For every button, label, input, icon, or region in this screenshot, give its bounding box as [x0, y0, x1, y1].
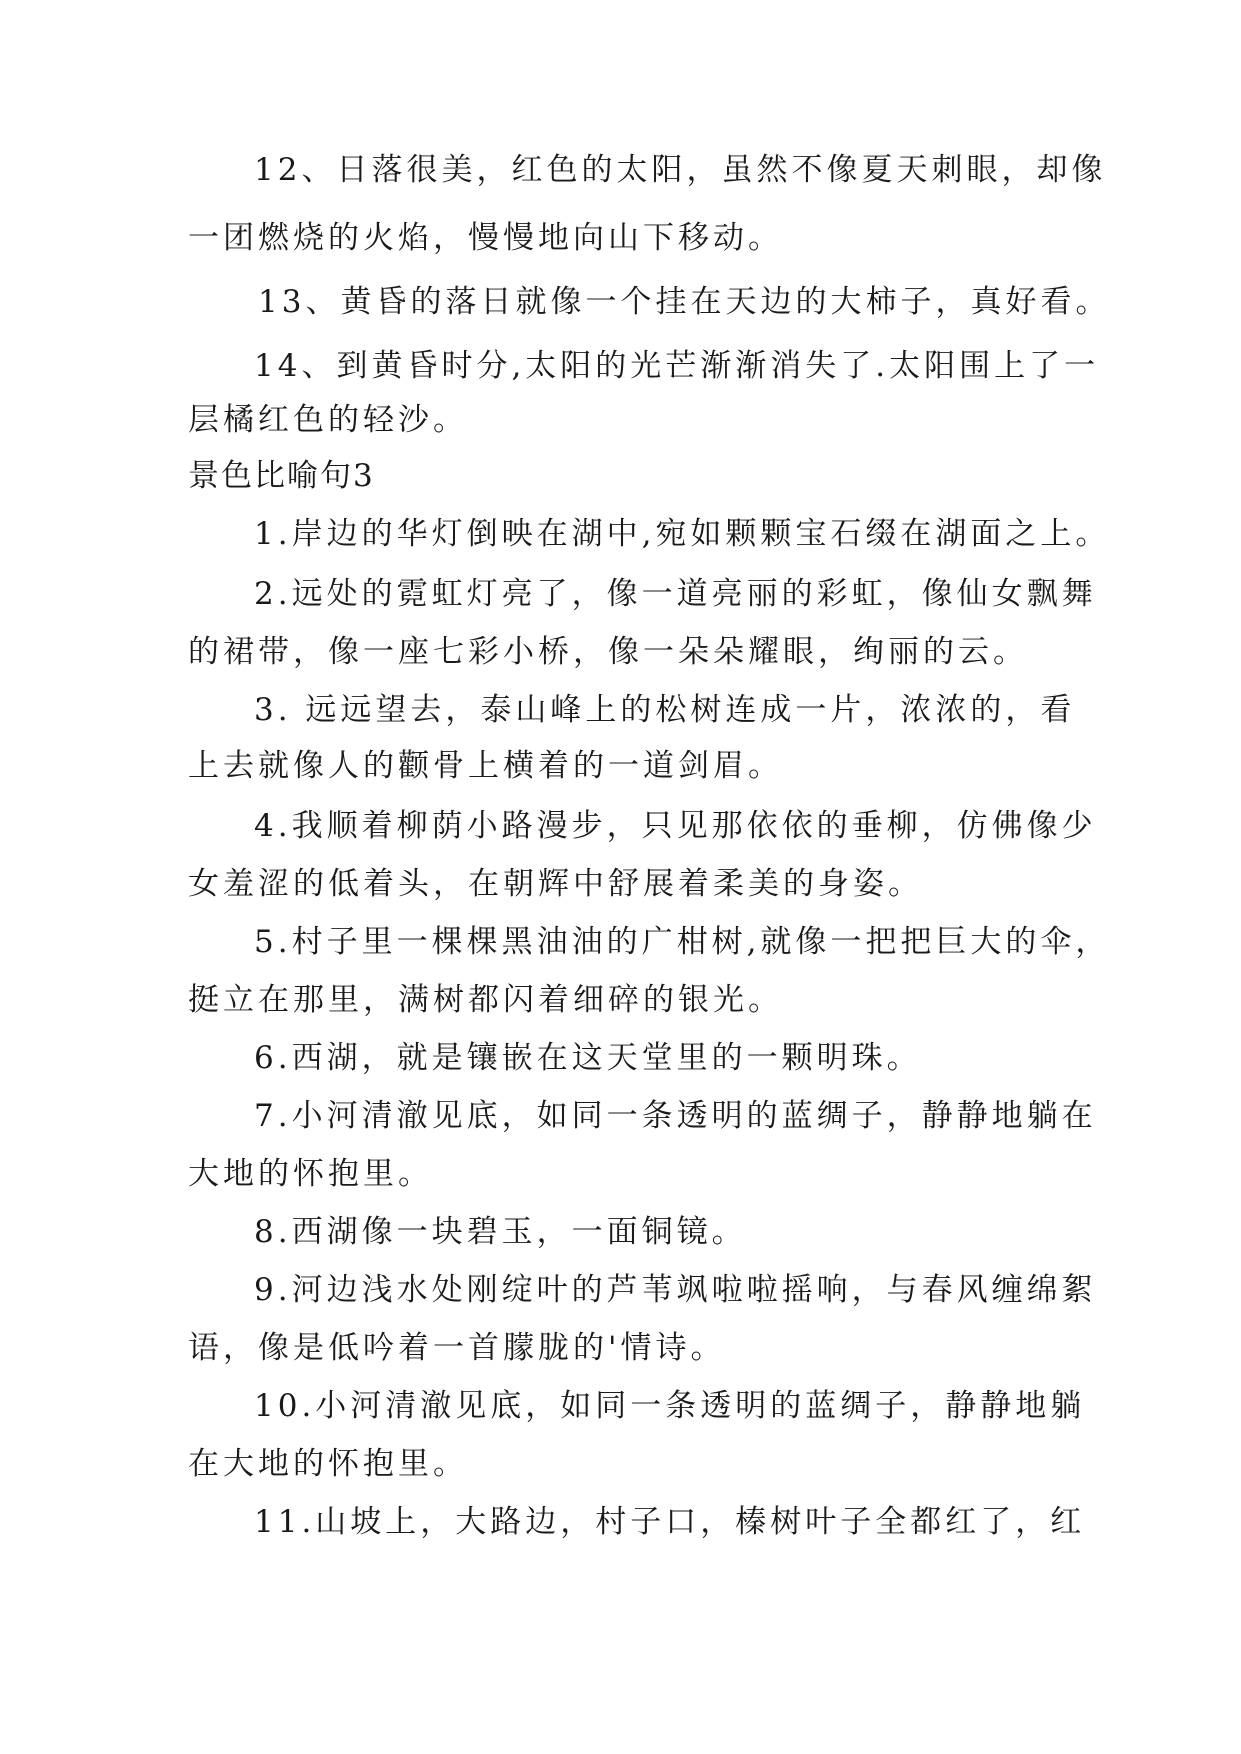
- text-line-12: 4.我顺着柳荫小路漫步，只见那依依的垂柳，仿佛像少: [254, 808, 1097, 844]
- text-line-21: 语，像是低吟着一首朦胧的'情诗。: [188, 1330, 726, 1366]
- text-line-22: 10.小河清澈见底，如同一条透明的蓝绸子，静静地躺: [254, 1388, 1086, 1424]
- text-line-11: 上去就像人的颧骨上横着的一道剑眉。: [188, 748, 783, 784]
- text-line-19: 8.西湖像一块碧玉，一面铜镜。: [254, 1214, 747, 1250]
- text-line-8: 2.远处的霓虹灯亮了，像一道亮丽的彩虹，像仙女飘舞: [254, 576, 1097, 612]
- text-line-15: 挺立在那里，满树都闪着细碎的银光。: [188, 982, 783, 1018]
- section-heading: 景色比喻句3: [188, 458, 375, 494]
- text-line-2: 一团燃烧的火焰，慢慢地向山下移动。: [188, 220, 783, 256]
- text-line-9: 的裙带，像一座七彩小桥，像一朵朵耀眼，绚丽的云。: [188, 634, 1028, 670]
- text-line-13: 女羞涩的低着头，在朝辉中舒展着柔美的身姿。: [188, 866, 923, 902]
- text-line-4: 14、到黄昏时分,太阳的光芒渐渐消失了.太阳围上了一: [254, 348, 1100, 384]
- text-line-7: 1.岸边的华灯倒映在湖中,宛如颗颗宝石缀在湖面之上。: [254, 516, 1111, 552]
- text-line-20: 9.河边浅水处刚绽叶的芦苇飒啦啦摇响，与春风缠绵絮: [254, 1272, 1097, 1308]
- text-line-16: 6.西湖，就是镶嵌在这天堂里的一颗明珠。: [254, 1040, 922, 1076]
- text-line-10: 3. 远远望去，泰山峰上的松树连成一片，浓浓的，看: [254, 692, 1076, 728]
- text-line-1: 12、日落很美，红色的太阳，虽然不像夏天刺眼，却像: [254, 152, 1107, 188]
- text-line-18: 大地的怀抱里。: [188, 1156, 433, 1192]
- text-line-24: 11.山坡上，大路边，村子口，榛树叶子全都红了，红: [254, 1504, 1086, 1540]
- text-line-3: 13、黄昏的落日就像一个挂在天边的大柿子，真好看。: [258, 284, 1111, 320]
- text-line-23: 在大地的怀抱里。: [188, 1446, 468, 1482]
- text-line-17: 7.小河清澈见底，如同一条透明的蓝绸子，静静地躺在: [254, 1098, 1097, 1134]
- text-line-5: 层橘红色的轻沙。: [188, 402, 468, 438]
- text-line-14: 5.村子里一棵棵黑油油的广柑树,就像一把把巨大的伞，: [254, 924, 1111, 960]
